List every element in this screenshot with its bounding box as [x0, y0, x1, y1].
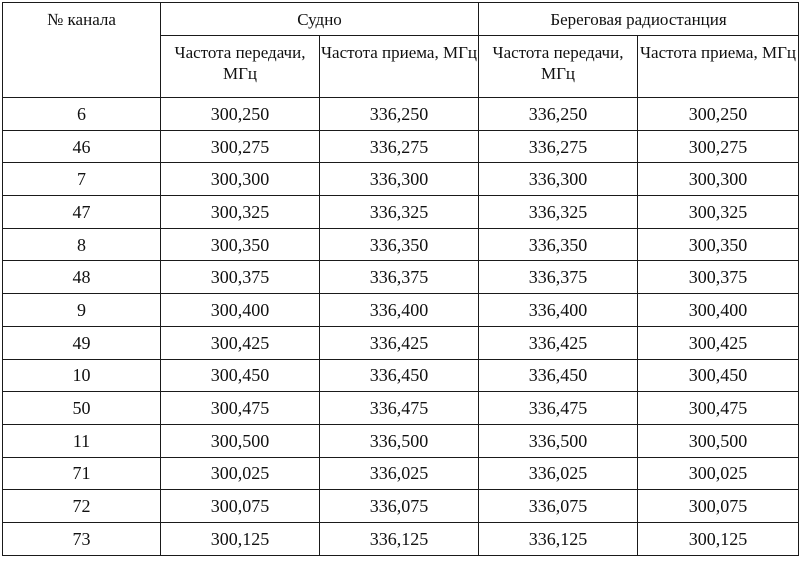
cell-ship-tx: 300,425 — [161, 326, 320, 359]
cell-shore-rx: 300,500 — [638, 424, 799, 457]
cell-channel-number: 72 — [3, 490, 161, 523]
cell-ship-rx: 336,025 — [320, 457, 479, 490]
cell-shore-rx: 300,450 — [638, 359, 799, 392]
cell-ship-rx: 336,475 — [320, 392, 479, 425]
cell-ship-tx: 300,450 — [161, 359, 320, 392]
header-row-groups — [3, 3, 799, 36]
cell-shore-rx: 300,075 — [638, 490, 799, 523]
cell-shore-rx: 300,425 — [638, 326, 799, 359]
cell-ship-tx: 300,400 — [161, 294, 320, 327]
header-shore-rx-frequency: Частота приема, МГц — [638, 36, 799, 98]
cell-channel-number: 10 — [3, 359, 161, 392]
cell-channel-number: 49 — [3, 326, 161, 359]
header-channel-number: № канала — [3, 3, 161, 98]
cell-channel-number: 71 — [3, 457, 161, 490]
cell-shore-tx: 336,350 — [479, 228, 638, 261]
table-row — [3, 424, 799, 457]
table-row — [3, 196, 799, 229]
cell-shore-tx: 336,425 — [479, 326, 638, 359]
cell-shore-tx: 336,450 — [479, 359, 638, 392]
cell-ship-rx: 336,300 — [320, 163, 479, 196]
table-row — [3, 392, 799, 425]
cell-shore-rx: 300,350 — [638, 228, 799, 261]
cell-shore-tx: 336,500 — [479, 424, 638, 457]
cell-shore-tx: 336,300 — [479, 163, 638, 196]
cell-ship-rx: 336,250 — [320, 98, 479, 131]
cell-channel-number: 11 — [3, 424, 161, 457]
cell-channel-number: 73 — [3, 522, 161, 555]
cell-channel-number: 46 — [3, 130, 161, 163]
cell-ship-tx: 300,500 — [161, 424, 320, 457]
table-row — [3, 163, 799, 196]
cell-ship-rx: 336,350 — [320, 228, 479, 261]
cell-channel-number: 6 — [3, 98, 161, 131]
cell-ship-tx: 300,350 — [161, 228, 320, 261]
cell-ship-tx: 300,125 — [161, 522, 320, 555]
cell-shore-rx: 300,300 — [638, 163, 799, 196]
table-header — [3, 3, 799, 98]
cell-shore-tx: 336,475 — [479, 392, 638, 425]
table-body — [3, 98, 799, 556]
header-shore-station: Береговая радиостанция — [479, 3, 799, 36]
cell-shore-tx: 336,400 — [479, 294, 638, 327]
cell-ship-tx: 300,075 — [161, 490, 320, 523]
cell-shore-rx: 300,475 — [638, 392, 799, 425]
table-row — [3, 261, 799, 294]
table-row — [3, 490, 799, 523]
cell-ship-rx: 336,425 — [320, 326, 479, 359]
cell-ship-rx: 336,500 — [320, 424, 479, 457]
cell-ship-rx: 336,275 — [320, 130, 479, 163]
cell-shore-tx: 336,250 — [479, 98, 638, 131]
channel-frequency-table — [2, 2, 799, 556]
cell-ship-rx: 336,400 — [320, 294, 479, 327]
header-ship-tx-frequency: Частота передачи, МГц — [161, 36, 320, 98]
cell-shore-rx: 300,250 — [638, 98, 799, 131]
cell-shore-rx: 300,275 — [638, 130, 799, 163]
cell-channel-number: 8 — [3, 228, 161, 261]
cell-channel-number: 48 — [3, 261, 161, 294]
table-row — [3, 98, 799, 131]
cell-shore-rx: 300,375 — [638, 261, 799, 294]
cell-shore-tx: 336,125 — [479, 522, 638, 555]
cell-shore-tx: 336,275 — [479, 130, 638, 163]
cell-shore-rx: 300,125 — [638, 522, 799, 555]
table-row — [3, 294, 799, 327]
table-row — [3, 326, 799, 359]
header-ship-rx-frequency: Частота приема, МГц — [320, 36, 479, 98]
cell-shore-rx: 300,025 — [638, 457, 799, 490]
cell-ship-tx: 300,275 — [161, 130, 320, 163]
cell-ship-tx: 300,025 — [161, 457, 320, 490]
cell-channel-number: 7 — [3, 163, 161, 196]
cell-channel-number: 9 — [3, 294, 161, 327]
cell-ship-tx: 300,375 — [161, 261, 320, 294]
cell-ship-tx: 300,325 — [161, 196, 320, 229]
cell-ship-tx: 300,300 — [161, 163, 320, 196]
cell-shore-tx: 336,375 — [479, 261, 638, 294]
header-shore-tx-frequency: Частота передачи, МГц — [479, 36, 638, 98]
table-row — [3, 359, 799, 392]
cell-ship-tx: 300,475 — [161, 392, 320, 425]
cell-shore-tx: 336,325 — [479, 196, 638, 229]
table-row — [3, 457, 799, 490]
cell-ship-tx: 300,250 — [161, 98, 320, 131]
cell-channel-number: 50 — [3, 392, 161, 425]
cell-shore-rx: 300,325 — [638, 196, 799, 229]
table-row — [3, 130, 799, 163]
cell-shore-tx: 336,025 — [479, 457, 638, 490]
table-row — [3, 228, 799, 261]
cell-ship-rx: 336,125 — [320, 522, 479, 555]
cell-shore-rx: 300,400 — [638, 294, 799, 327]
cell-channel-number: 47 — [3, 196, 161, 229]
cell-ship-rx: 336,325 — [320, 196, 479, 229]
cell-ship-rx: 336,375 — [320, 261, 479, 294]
table-row — [3, 522, 799, 555]
header-ship: Судно — [161, 3, 479, 36]
cell-ship-rx: 336,450 — [320, 359, 479, 392]
cell-ship-rx: 336,075 — [320, 490, 479, 523]
cell-shore-tx: 336,075 — [479, 490, 638, 523]
